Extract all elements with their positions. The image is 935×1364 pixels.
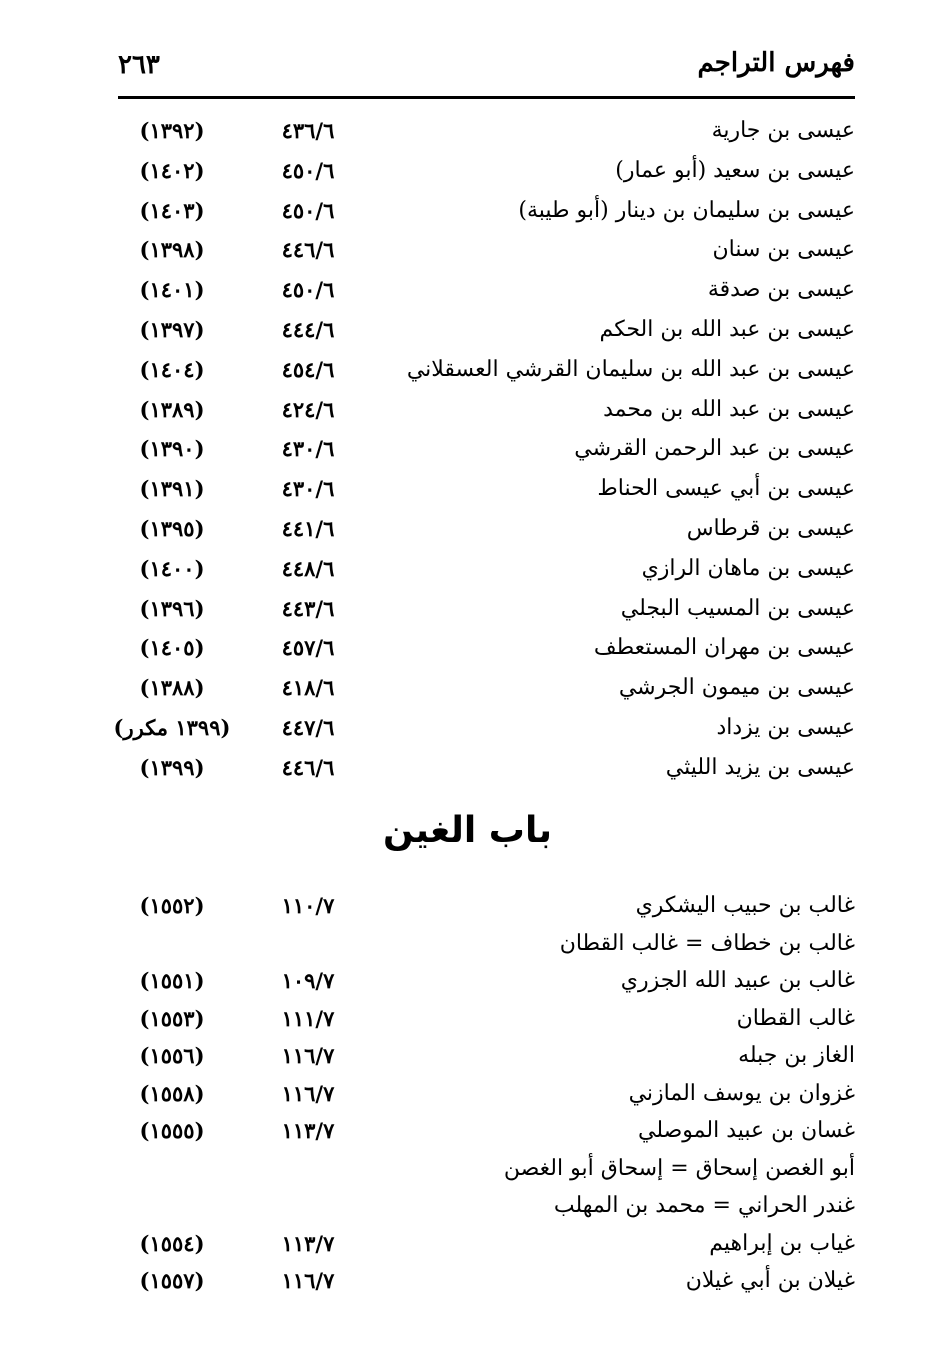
entry-name: عيسى بن ماهان الرازي bbox=[641, 555, 855, 581]
index-entry bbox=[0, 192, 935, 232]
entry-volume-page: ٤٣٠/٦ bbox=[281, 436, 335, 462]
entry-volume-page: ١١٣/٧ bbox=[281, 1230, 335, 1256]
entry-volume-page: ٤٤٧/٦ bbox=[281, 714, 335, 740]
entry-name: عيسى بن عبد الله بن سليمان القرشي العسقلاني bbox=[406, 356, 855, 382]
entry-name: عيسى بن سنان bbox=[712, 237, 855, 263]
entry-name: غندر الحراني = محمد بن المهلب bbox=[553, 1193, 855, 1218]
page-number: ٢٦٣ bbox=[118, 50, 160, 80]
index-entry bbox=[0, 749, 935, 789]
index-entry bbox=[0, 1001, 935, 1039]
entry-name: غسان بن عبيد الموصلي bbox=[638, 1118, 855, 1143]
index-entry bbox=[0, 510, 935, 550]
entry-number: (١٣٩١) bbox=[139, 476, 205, 502]
entry-number: (١٥٥٤) bbox=[139, 1230, 205, 1256]
entry-number: (١٤٠٤) bbox=[139, 356, 205, 382]
index-entry bbox=[0, 112, 935, 152]
entry-number: (١٣٩٩ مكرر) bbox=[113, 714, 231, 740]
entry-volume-page: ٤٥٠/٦ bbox=[281, 277, 335, 303]
index-entry bbox=[0, 888, 935, 926]
entry-name: عيسى بن يزداد bbox=[716, 714, 855, 740]
index-entry bbox=[0, 709, 935, 749]
entry-volume-page: ٤٥٠/٦ bbox=[281, 157, 335, 183]
entry-name: عيسى بن عبد الله بن الحكم bbox=[599, 316, 855, 342]
index-entry bbox=[0, 1113, 935, 1151]
entry-number: (١٣٩٩) bbox=[139, 754, 205, 780]
entry-name: عيسى بن عبد الله بن محمد bbox=[603, 396, 855, 422]
entry-name: غياب بن إبراهيم bbox=[709, 1230, 855, 1256]
entry-number: (١٤٠٥) bbox=[139, 635, 205, 661]
index-entry bbox=[0, 391, 935, 431]
entry-name: عيسى بن أبي عيسى الحناط bbox=[597, 476, 855, 502]
entry-number: (١٣٨٨) bbox=[139, 675, 205, 701]
index-entry bbox=[0, 629, 935, 669]
entry-volume-page: ٤٣٦/٦ bbox=[281, 118, 335, 143]
index-entry bbox=[0, 470, 935, 510]
entry-number: (١٥٥٥) bbox=[139, 1118, 205, 1143]
running-head: فهرس التراجم bbox=[697, 48, 855, 78]
entry-volume-page: ٤٤٤/٦ bbox=[281, 316, 335, 342]
index-entry bbox=[0, 1076, 935, 1114]
index-entry bbox=[0, 271, 935, 311]
entry-name: عيسى بن يزيد الليثي bbox=[665, 754, 855, 780]
entry-name: غالب بن عبيد الله الجزري bbox=[620, 968, 855, 993]
entry-volume-page: ٤٤٣/٦ bbox=[281, 595, 335, 621]
entry-name: عيسى بن ميمون الجرشي bbox=[618, 675, 855, 701]
entry-volume-page: ٤٣٠/٦ bbox=[281, 476, 335, 502]
entry-volume-page: ١١٠/٧ bbox=[281, 893, 335, 918]
index-entry bbox=[0, 231, 935, 271]
entry-volume-page: ١١٦/٧ bbox=[281, 1268, 335, 1293]
entry-volume-page: ١١١/٧ bbox=[281, 1005, 335, 1031]
entry-name: أبو الغصن إسحاق = إسحاق أبو الغصن bbox=[503, 1155, 855, 1181]
index-entry bbox=[0, 1151, 935, 1189]
index-entry bbox=[0, 590, 935, 630]
entry-volume-page: ٤٤٦/٦ bbox=[281, 754, 335, 780]
entry-name: عيسى بن قرطاس bbox=[686, 515, 855, 541]
index-entry bbox=[0, 430, 935, 470]
index-entry bbox=[0, 550, 935, 590]
entry-number: (١٥٥٨) bbox=[139, 1080, 205, 1106]
entry-number: (١٤٠٠) bbox=[139, 555, 205, 581]
entry-number: (١٤٠٣) bbox=[139, 197, 205, 223]
entry-volume-page: ١١٦/٧ bbox=[281, 1043, 335, 1068]
entry-volume-page: ٤٤٦/٦ bbox=[281, 237, 335, 263]
entry-number: (١٤٠٢) bbox=[139, 157, 205, 183]
chapter-title: باب الغين bbox=[382, 810, 552, 851]
index-entry bbox=[0, 669, 935, 709]
entry-name: عيسى بن سليمان بن دينار (أبو طيبة) bbox=[518, 197, 855, 223]
entry-name: عيسى بن المسيب البجلي bbox=[620, 595, 855, 621]
header-rule bbox=[118, 96, 855, 99]
entry-name: عيسى بن عبد الرحمن القرشي bbox=[574, 436, 855, 462]
entry-number: (١٥٥٢) bbox=[139, 893, 205, 918]
entry-number: (١٥٥٦) bbox=[139, 1043, 205, 1068]
entry-name: عيسى بن مهران المستعطف bbox=[593, 635, 855, 661]
entry-volume-page: ٤٤٨/٦ bbox=[281, 555, 335, 581]
entry-number: (١٣٨٩) bbox=[139, 396, 205, 422]
entry-volume-page: ١١٦/٧ bbox=[281, 1080, 335, 1106]
index-entry bbox=[0, 1188, 935, 1226]
entry-number: (١٣٩٨) bbox=[139, 237, 205, 263]
entry-volume-page: ١١٣/٧ bbox=[281, 1118, 335, 1143]
entry-name: غالب القطان bbox=[736, 1005, 855, 1031]
index-entry bbox=[0, 152, 935, 192]
entry-name: عيسى بن جارية bbox=[711, 118, 855, 143]
entry-volume-page: ٤٥٤/٦ bbox=[281, 356, 335, 382]
index-section-ain bbox=[0, 112, 935, 789]
index-entry bbox=[0, 963, 935, 1001]
index-entry bbox=[0, 1038, 935, 1076]
index-entry bbox=[0, 311, 935, 351]
entry-volume-page: ٤١٨/٦ bbox=[281, 675, 335, 701]
entry-number: (١٣٩٠) bbox=[139, 436, 205, 462]
entry-number: (١٣٩٥) bbox=[139, 515, 205, 541]
entry-volume-page: ٤٥٠/٦ bbox=[281, 197, 335, 223]
index-entry bbox=[0, 1226, 935, 1264]
entry-name: غالب بن حبيب اليشكري bbox=[635, 893, 855, 918]
entry-name: غزوان بن يوسف المازني bbox=[628, 1080, 855, 1106]
entry-name: عيسى بن صدقة bbox=[707, 277, 855, 303]
entry-number: (١٤٠١) bbox=[139, 277, 205, 303]
entry-volume-page: ٤٢٤/٦ bbox=[281, 396, 335, 422]
entry-number: (١٣٩٢) bbox=[139, 118, 205, 143]
index-entry bbox=[0, 1263, 935, 1301]
entry-number: (١٣٩٦) bbox=[139, 595, 205, 621]
entry-name: عيسى بن سعيد (أبو عمار) bbox=[615, 157, 855, 183]
entry-number: (١٣٩٧) bbox=[139, 316, 205, 342]
index-entry bbox=[0, 351, 935, 391]
entry-name: غالب بن خطاف = غالب القطان bbox=[559, 930, 855, 956]
entry-volume-page: ٤٥٧/٦ bbox=[281, 635, 335, 661]
index-section-ghain bbox=[0, 888, 935, 1301]
entry-name: الغاز بن جبله bbox=[738, 1043, 855, 1068]
entry-number: (١٥٥٧) bbox=[139, 1268, 205, 1293]
entry-volume-page: ١٠٩/٧ bbox=[281, 968, 335, 993]
entry-number: (١٥٥٣) bbox=[139, 1005, 205, 1031]
entry-volume-page: ٤٤١/٦ bbox=[281, 515, 335, 541]
entry-number: (١٥٥١) bbox=[139, 968, 205, 993]
entry-name: غيلان بن أبي غيلان bbox=[685, 1268, 855, 1293]
index-entry bbox=[0, 926, 935, 964]
